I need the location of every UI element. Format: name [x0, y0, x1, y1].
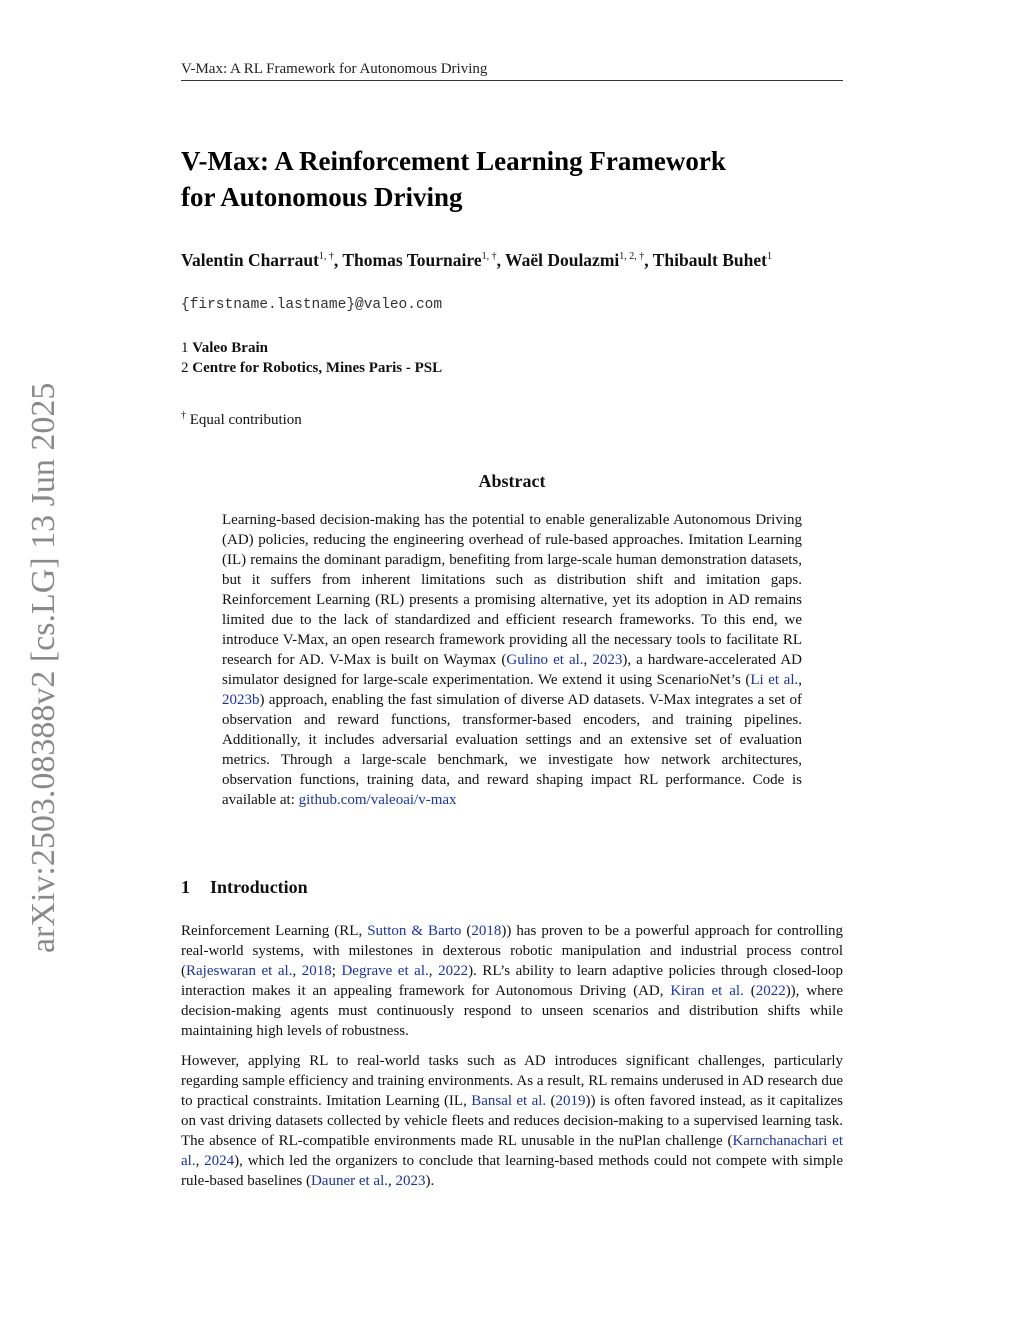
- affiliation-name: Centre for Robotics, Mines Paris - PSL: [192, 360, 443, 376]
- paragraph-text: Reinforcement Learning (RL,: [181, 923, 368, 939]
- author-affil-sup: 1, †: [481, 251, 497, 262]
- author-affil-sup: 1, 2, †: [619, 251, 645, 262]
- citation-link[interactable]: 2018: [301, 963, 332, 979]
- paragraph-text: However, applying RL to real-world tasks such as AD introduces significant challenges, particularly regarding sample efficiency and training environments. As a result, RL remains underused in AD research due to practical constraints. Imitation Learning (IL,: [181, 1053, 843, 1109]
- citation-link[interactable]: 2018: [471, 923, 502, 939]
- section-heading-introduction: [181, 876, 308, 898]
- paragraph-text: )) has proven to be a powerful approach for controlling real-world systems, with milestones in dexterous robotic manipulation and industrial process control (: [181, 923, 844, 979]
- paragraph-text: (: [546, 1093, 556, 1109]
- author-name: Waël Doulazmi: [505, 250, 620, 270]
- dagger-mark: †: [181, 410, 186, 421]
- section-number: 1: [181, 877, 190, 897]
- affiliation-item: [181, 338, 442, 358]
- citation-link[interactable]: 2024: [204, 1153, 235, 1169]
- equal-contribution-text: Equal contribution: [189, 412, 302, 428]
- citation-link[interactable]: Dauner et al.: [310, 1173, 388, 1189]
- paper-title: [181, 143, 843, 215]
- citation-link[interactable]: 2023b: [222, 692, 260, 708]
- citation-link[interactable]: Kiran et al.: [670, 983, 744, 999]
- equal-contribution-note: [181, 406, 302, 430]
- title-line-1: V-Max: A Reinforcement Learning Framework: [181, 146, 726, 176]
- affiliation-number: 2: [181, 360, 189, 376]
- citation-link[interactable]: 2022: [438, 963, 469, 979]
- abstract-text: Learning-based decision-making has the potential to enable generalizable Autonomous Driving (AD) policies, reducing the engineering overhead of rule-based approaches. Imitation Learning (IL) remains the dominant paradigm, benefiting from large-scale human demonstration datasets, but it suffers from inherent limitations such as distribution shift and imitation gaps. Reinforcement Learning (RL) presents a promising alternative, yet its adoption in AD remains limited due to the lack of standardized and efficient research frameworks. To this end, we introduce V-Max, an open research framework providing all the necessary tools to facilitate RL research for AD. V-Max is built on Waymax (: [222, 512, 802, 668]
- paragraph-text: (: [743, 983, 756, 999]
- paragraph-text: ).: [425, 1173, 435, 1189]
- abstract-text: ) approach, enabling the fast simulation of diverse AD datasets. V-Max integrates a set of observation and reward functions, transformer-based encoders, and training pipelines. Additionally, it includes adversarial evaluation settings and an extensive set of evaluation metrics. Through a large-scale benchmark, we investigate how network architectures, observation functions, training data, and reward shaping impact RL performance. Code is available at:: [222, 692, 802, 808]
- paragraph-text: )), where decision-making agents must continuously respond to unseen scenarios and distribution shifts while maintaining high levels of robustness.: [181, 983, 843, 1039]
- paragraph-text: ). RL’s ability to learn adaptive policies through closed-loop interaction makes it an appealing framework for Autonomous Driving (AD,: [181, 963, 844, 999]
- paragraph-text: ,: [388, 1173, 396, 1189]
- citation-link[interactable]: Rajeswaran et al.: [186, 963, 293, 979]
- author-name: Thomas Tournaire: [342, 250, 482, 270]
- paragraph-text: (: [461, 923, 472, 939]
- citation-link[interactable]: 2019: [555, 1093, 586, 1109]
- intro-paragraph-1: [181, 921, 843, 1041]
- author-affil-sup: 1: [766, 251, 772, 262]
- title-line-2: for Autonomous Driving: [181, 182, 463, 212]
- paragraph-text: ,: [428, 963, 439, 979]
- citation-link[interactable]: 2023: [395, 1173, 426, 1189]
- author-email: {firstname.lastname}@valeo.com: [181, 297, 443, 313]
- intro-paragraph-2: [181, 1051, 843, 1191]
- affiliations: [181, 338, 442, 378]
- author-list: Valentin Charraut$^{1, \dagger}$, Thomas Tournaire$^{1, \dagger}$, Waël Doulazmi$^{1, 2, \dagger}$, Thibault Buhet$^1$: [181, 250, 772, 270]
- citation-link[interactable]: 2022: [755, 983, 786, 999]
- code-link[interactable]: github.com/valeoai/v-max: [298, 792, 457, 808]
- paragraph-text: )) is often favored instead, as it capitalizes on vast driving datasets collected by vehicle fleets and reduces decision-making to a supervised learning task. The absence of RL-compatible environments made RL unusable in the nuPlan challenge (: [181, 1093, 843, 1149]
- author-name: Thibault Buhet: [652, 250, 767, 270]
- citation-link[interactable]: Bansal et al.: [471, 1093, 547, 1109]
- author-affil-sup: 1, †: [318, 251, 334, 262]
- abstract-text: ), a hardware-accelerated AD simulator designed for large-scale experimentation. We extend it using ScenarioNet’s (: [222, 652, 802, 688]
- abstract-heading: Abstract: [478, 471, 546, 491]
- author-name: Valentin Charraut: [181, 250, 319, 270]
- citation-link[interactable]: Gulino et al.: [506, 652, 584, 668]
- arxiv-stamp: arXiv:2503.08388v2 [cs.LG] 13 Jun 2025: [25, 382, 62, 953]
- affiliation-name: Valeo Brain: [192, 340, 268, 356]
- abstract-body: [222, 510, 802, 810]
- paragraph-text: ), which led the organizers to conclude that learning-based methods could not compete with simple rule-based baselines (: [181, 1153, 844, 1189]
- citation-link[interactable]: Degrave et al.: [341, 963, 429, 979]
- running-head: V-Max: A RL Framework for Autonomous Driving: [181, 60, 843, 81]
- affiliation-item: [181, 358, 442, 378]
- affiliation-number: 1: [181, 340, 189, 356]
- paragraph-text: ,: [195, 1153, 205, 1169]
- citation-link[interactable]: Li et al.: [750, 672, 799, 688]
- citation-link[interactable]: Karnchanachari et al.: [181, 1133, 843, 1169]
- section-title: Introduction: [210, 877, 308, 897]
- paragraph-text: ;: [331, 963, 342, 979]
- abstract-text: ,: [583, 652, 593, 668]
- citation-link[interactable]: 2023: [592, 652, 623, 668]
- abstract-text: ,: [798, 672, 802, 688]
- paragraph-text: ,: [292, 963, 302, 979]
- citation-link[interactable]: Sutton & Barto: [367, 923, 462, 939]
